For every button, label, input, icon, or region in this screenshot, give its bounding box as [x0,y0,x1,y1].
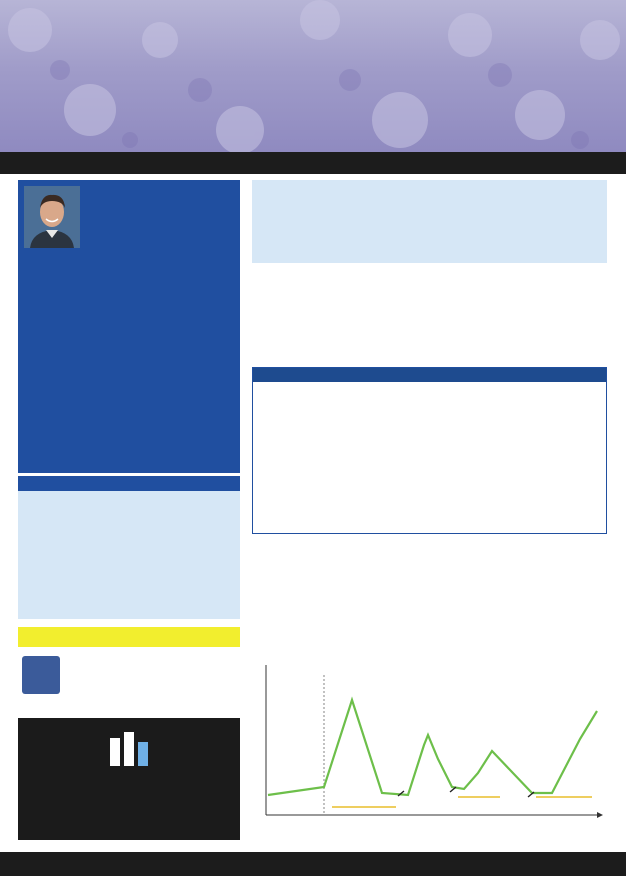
footer-band [0,852,626,876]
research-review-logo [18,718,240,840]
tagline-band [0,152,626,174]
cell-background-image [0,0,626,152]
expert-bio [24,254,236,262]
expert-photo [24,186,80,248]
facebook-icon[interactable] [22,656,60,694]
table-1 [252,367,607,534]
abbreviations-title [18,476,240,491]
facebook-promo[interactable] [18,652,240,704]
portrait-image [24,186,80,248]
figure-1-diagram [252,655,607,833]
summary-box [252,180,607,263]
table-1-title [253,368,606,382]
logo-mark-icon [106,728,154,776]
masthead [0,0,626,152]
cpd-banner [18,627,240,647]
expert-panel [18,180,240,473]
figure-background [252,655,607,833]
abbreviations-list [18,491,240,619]
